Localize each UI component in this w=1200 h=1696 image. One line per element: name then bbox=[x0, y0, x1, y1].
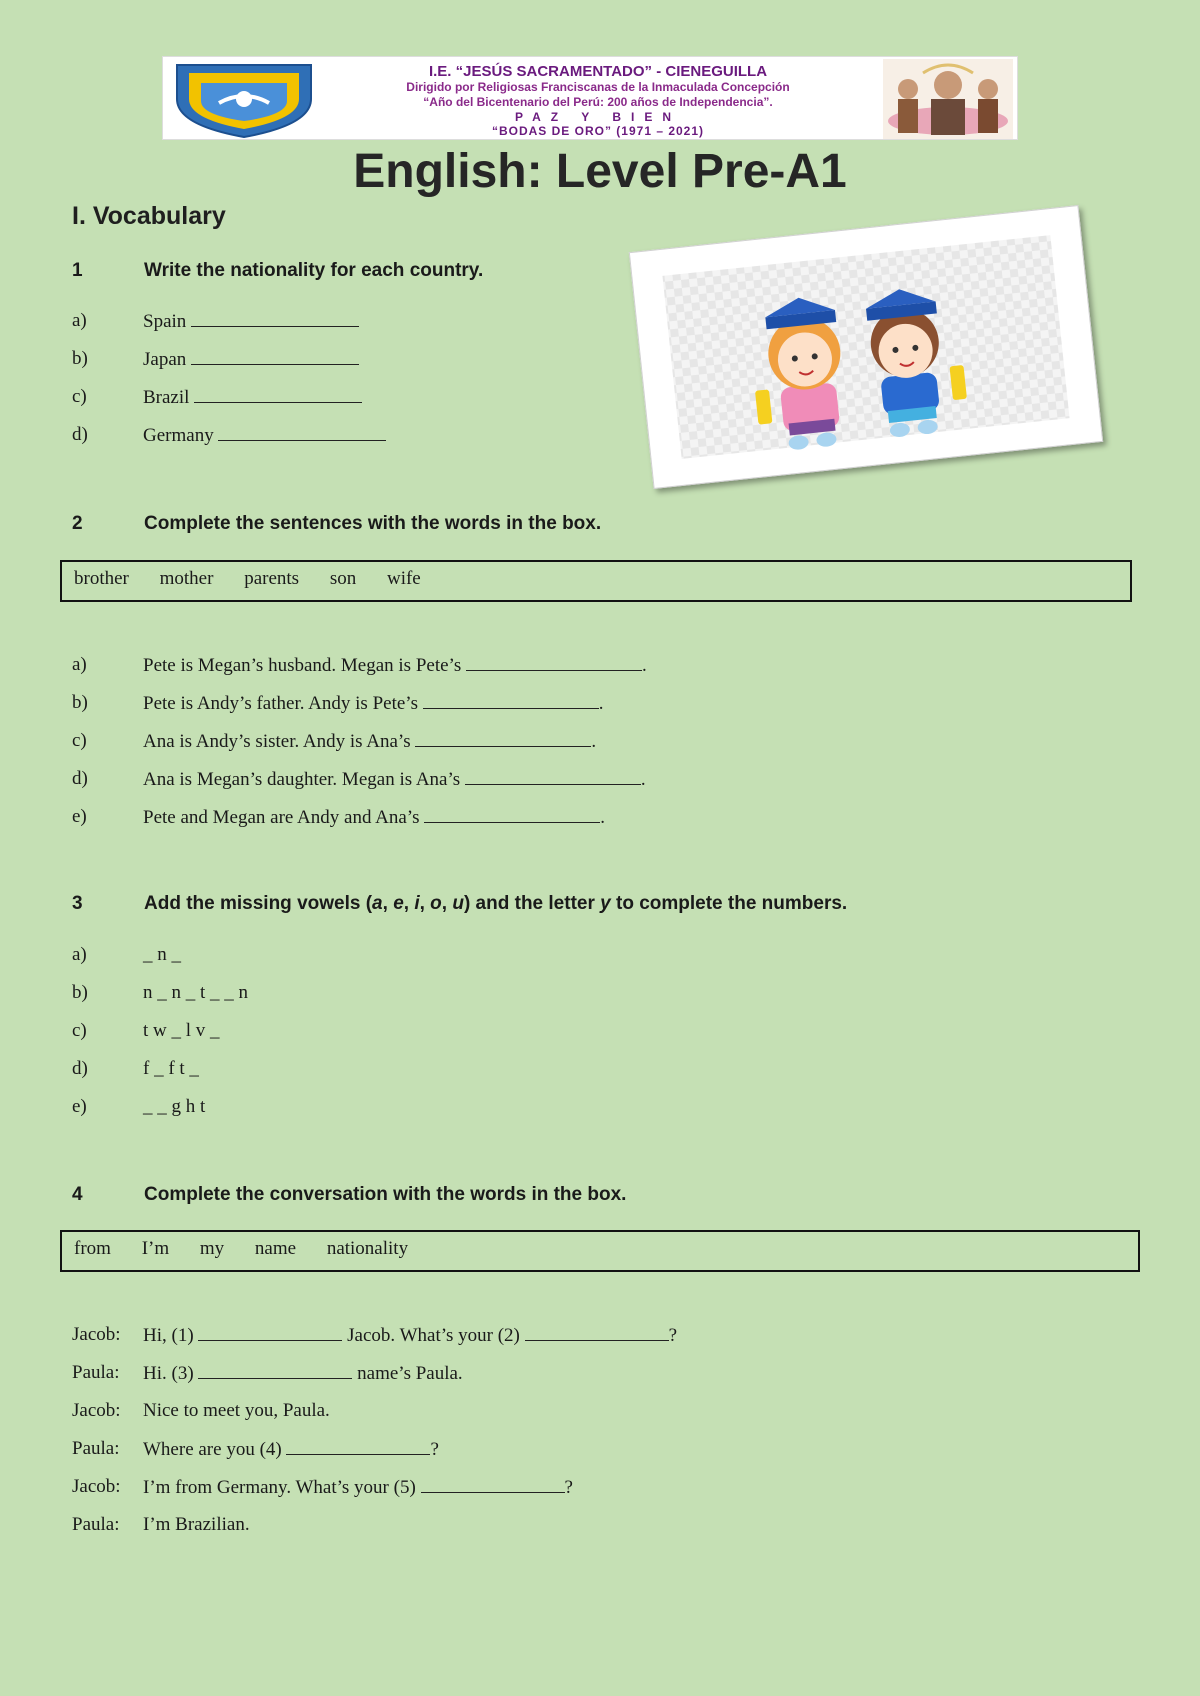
sentence-text: Pete and Megan are Andy and Ana’s bbox=[143, 807, 420, 828]
graduates-photo bbox=[629, 205, 1103, 489]
item-label: b) bbox=[72, 982, 88, 1003]
school-crest-logo bbox=[167, 59, 321, 139]
exercise-number: 1 bbox=[72, 260, 83, 281]
sentence-end: . bbox=[641, 655, 647, 676]
school-header-banner bbox=[162, 56, 1018, 140]
school-subtitle: Dirigido por Religiosas Franciscanas de la Inmaculada Concepción bbox=[406, 80, 790, 94]
answer-blank[interactable] bbox=[191, 348, 359, 365]
item-label: a) bbox=[72, 944, 87, 965]
number-puzzle[interactable]: n _ n _ t _ _ n bbox=[143, 982, 249, 1003]
exercise-instruction: Complete the conversation with the words in the box. bbox=[144, 1184, 627, 1205]
answer-blank[interactable] bbox=[198, 1324, 342, 1341]
item-label: b) bbox=[72, 692, 88, 713]
country-name: Brazil bbox=[143, 387, 190, 408]
word-option: I’m bbox=[141, 1238, 170, 1259]
sentence-text: Ana is Megan’s daughter. Megan is Ana’s bbox=[143, 769, 461, 790]
word-option: my bbox=[199, 1238, 225, 1259]
country-name: Spain bbox=[143, 311, 187, 332]
exercise-instruction: Complete the sentences with the words in the box. bbox=[144, 513, 602, 534]
answer-blank[interactable] bbox=[423, 692, 599, 709]
item-label: e) bbox=[72, 1096, 87, 1117]
word-option: name bbox=[254, 1238, 297, 1259]
item-label: c) bbox=[72, 386, 87, 407]
number-puzzle[interactable]: _ _ g h t bbox=[143, 1096, 206, 1117]
number-puzzle[interactable]: _ n _ bbox=[143, 944, 181, 965]
school-name: I.E. “JESÚS SACRAMENTADO” - CIENEGUILLA bbox=[428, 63, 768, 80]
country-name: Germany bbox=[143, 425, 214, 446]
exercise-number: 2 bbox=[72, 513, 83, 534]
speaker-name: Paula: bbox=[72, 1362, 120, 1383]
sentence-end: . bbox=[640, 769, 646, 790]
anniversary-line: “BODAS DE ORO” (1971 – 2021) bbox=[491, 124, 705, 138]
item-label: c) bbox=[72, 1020, 87, 1041]
answer-blank[interactable] bbox=[198, 1362, 352, 1379]
item-label: b) bbox=[72, 348, 88, 369]
graduates-illustration bbox=[630, 206, 1102, 488]
page-title: English: Level Pre-A1 bbox=[353, 145, 847, 198]
saints-illustration bbox=[883, 59, 1013, 139]
word-option: wife bbox=[386, 568, 421, 589]
answer-blank[interactable] bbox=[424, 806, 600, 823]
word-box bbox=[60, 1230, 1140, 1272]
item-label: c) bbox=[72, 730, 87, 751]
motto: PAZ Y BIEN bbox=[514, 110, 682, 124]
answer-blank[interactable] bbox=[286, 1438, 430, 1455]
word-option: son bbox=[329, 568, 357, 589]
answer-blank[interactable] bbox=[421, 1476, 565, 1493]
sentence-text: Pete is Megan’s husband. Megan is Pete’s bbox=[143, 655, 462, 676]
answer-blank[interactable] bbox=[465, 768, 641, 785]
answer-blank[interactable] bbox=[466, 654, 642, 671]
word-option: from bbox=[74, 1238, 111, 1259]
word-box bbox=[60, 560, 1132, 602]
sentence-text: Pete is Andy’s father. Andy is Pete’s bbox=[143, 693, 418, 714]
sentence-end: . bbox=[591, 731, 597, 752]
speaker-name: Jacob: bbox=[72, 1400, 121, 1421]
answer-blank[interactable] bbox=[194, 386, 362, 403]
number-puzzle[interactable]: t w _ l v _ bbox=[143, 1020, 220, 1041]
exercise-number: 3 bbox=[72, 893, 83, 914]
item-label: a) bbox=[72, 654, 87, 675]
sentence-end: . bbox=[600, 807, 605, 828]
number-puzzle[interactable]: f _ f t _ bbox=[143, 1058, 199, 1079]
item-label: d) bbox=[72, 424, 88, 445]
answer-blank[interactable] bbox=[191, 310, 359, 327]
sentence-end: . bbox=[598, 693, 604, 714]
answer-blank[interactable] bbox=[218, 424, 386, 441]
exercise-instruction: Write the nationality for each country. bbox=[144, 260, 484, 281]
answer-blank[interactable] bbox=[415, 730, 591, 747]
section-heading: I. Vocabulary bbox=[72, 202, 226, 230]
speaker-name: Paula: bbox=[72, 1514, 120, 1535]
item-label: a) bbox=[72, 310, 87, 331]
item-label: d) bbox=[72, 1058, 88, 1079]
country-name: Japan bbox=[143, 349, 187, 370]
word-option: parents bbox=[244, 568, 300, 589]
speaker-name: Jacob: bbox=[72, 1324, 121, 1345]
item-label: d) bbox=[72, 768, 88, 789]
exercise-instruction: Add the missing vowels (a, e, i, o, u) and the letter y to complete the numbers. bbox=[144, 893, 848, 914]
speaker-name: Jacob: bbox=[72, 1476, 121, 1497]
word-option: nationality bbox=[326, 1238, 409, 1259]
sentence-text: Ana is Andy’s sister. Andy is Ana’s bbox=[143, 731, 411, 752]
word-option: mother bbox=[159, 568, 214, 589]
answer-blank[interactable] bbox=[525, 1324, 669, 1341]
item-label: e) bbox=[72, 806, 87, 827]
word-option: brother bbox=[74, 568, 129, 589]
exercise-number: 4 bbox=[72, 1184, 83, 1205]
speaker-name: Paula: bbox=[72, 1438, 120, 1459]
bicentennial-line: “Año del Bicentenario del Perú: 200 años de Independencia”. bbox=[423, 95, 773, 109]
